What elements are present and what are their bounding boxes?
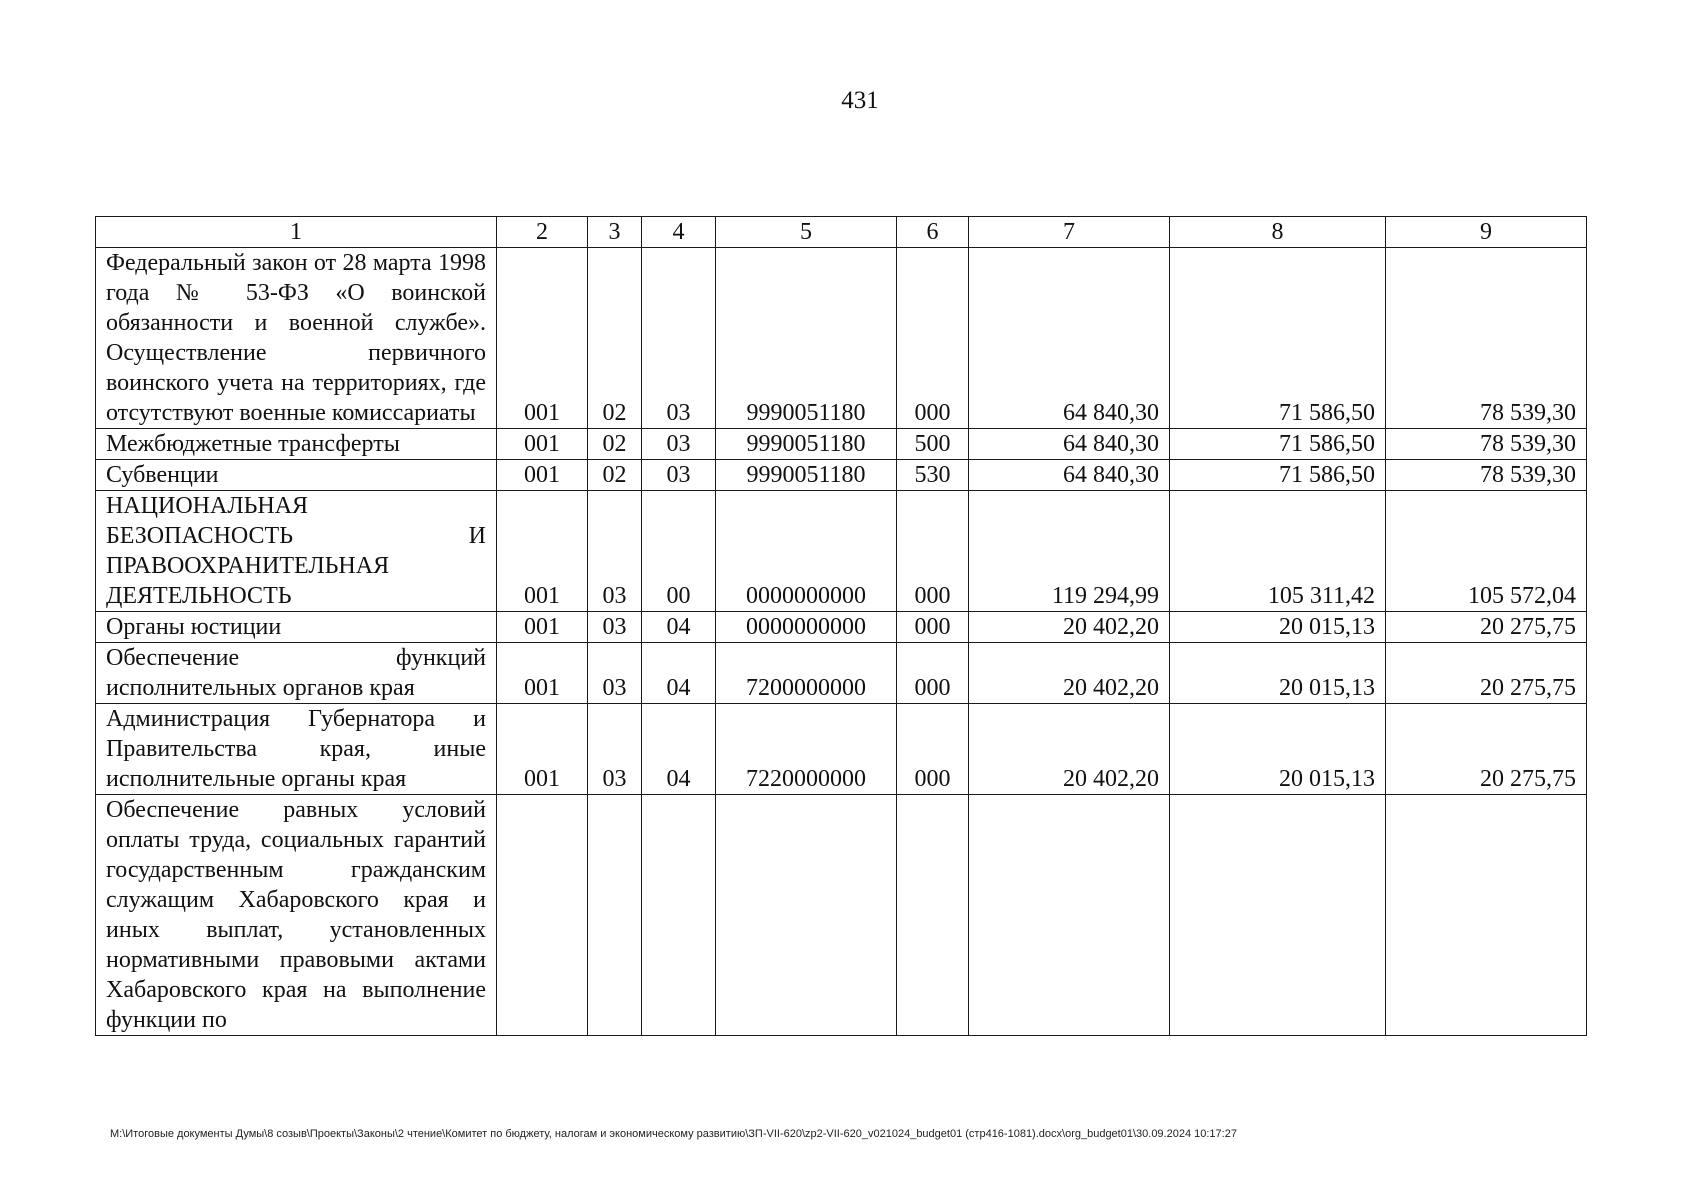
row-name: НАЦИОНАЛЬНАЯ БЕЗОПАСНОСТЬ И ПРАВООХРАНИТЕЛЬНАЯ ДЕЯТЕЛЬНОСТЬ bbox=[96, 491, 497, 612]
code-target: 0000000000 bbox=[716, 612, 897, 643]
header-cell: 8 bbox=[1170, 217, 1386, 248]
table-row bbox=[96, 795, 1587, 1036]
table-row bbox=[96, 429, 1587, 460]
code-expense-type: 000 bbox=[897, 248, 969, 429]
table-row bbox=[96, 704, 1587, 795]
row-name: Субвенции bbox=[96, 460, 497, 491]
header-cell: 4 bbox=[642, 217, 716, 248]
amount-col9: 78 539,30 bbox=[1386, 248, 1587, 429]
code-target: 9990051180 bbox=[716, 460, 897, 491]
code-subsection: 03 bbox=[642, 429, 716, 460]
code-target bbox=[716, 795, 897, 1036]
table-header-row bbox=[96, 217, 1587, 248]
code-expense-type: 000 bbox=[897, 643, 969, 704]
amount-col7: 64 840,30 bbox=[969, 460, 1170, 491]
code-subsection bbox=[642, 795, 716, 1036]
amount-col9: 20 275,75 bbox=[1386, 612, 1587, 643]
table-row bbox=[96, 460, 1587, 491]
code-target: 0000000000 bbox=[716, 491, 897, 612]
table-row bbox=[96, 491, 1587, 612]
row-name: Федеральный закон от 28 марта 1998 года № 53-ФЗ «О воинской обязанности и военной службе». Осуществление первичного воинского учета на территориях, где отсутствуют военные комиссариаты bbox=[96, 248, 497, 429]
amount-col8: 71 586,50 bbox=[1170, 460, 1386, 491]
amount-col8: 71 586,50 bbox=[1170, 248, 1386, 429]
row-name: Обеспечение функций исполнительных органов края bbox=[96, 643, 497, 704]
code-admin: 001 bbox=[497, 248, 588, 429]
row-name: Органы юстиции bbox=[96, 612, 497, 643]
code-admin: 001 bbox=[497, 704, 588, 795]
code-section: 03 bbox=[588, 612, 642, 643]
budget-table bbox=[95, 216, 1587, 1036]
code-section: 03 bbox=[588, 704, 642, 795]
row-name: Администрация Губернатора и Правительства края, иные исполнительные органы края bbox=[96, 704, 497, 795]
code-expense-type bbox=[897, 795, 969, 1036]
header-cell: 9 bbox=[1386, 217, 1587, 248]
table-row bbox=[96, 612, 1587, 643]
code-admin: 001 bbox=[497, 643, 588, 704]
table-row bbox=[96, 248, 1587, 429]
code-admin: 001 bbox=[497, 491, 588, 612]
row-name: Обеспечение равных условий оплаты труда, социальных гарантий государственным гражданским служащим Хабаровского края и иных выплат, установленных нормативными правовыми актами Хабаровского края на выполнение функции по bbox=[96, 795, 497, 1036]
code-expense-type: 530 bbox=[897, 460, 969, 491]
code-admin: 001 bbox=[497, 460, 588, 491]
code-subsection: 04 bbox=[642, 643, 716, 704]
code-expense-type: 000 bbox=[897, 704, 969, 795]
code-section bbox=[588, 795, 642, 1036]
header-cell: 7 bbox=[969, 217, 1170, 248]
amount-col7: 20 402,20 bbox=[969, 643, 1170, 704]
amount-col9: 20 275,75 bbox=[1386, 643, 1587, 704]
amount-col8: 20 015,13 bbox=[1170, 612, 1386, 643]
header-cell: 3 bbox=[588, 217, 642, 248]
code-target: 9990051180 bbox=[716, 248, 897, 429]
code-admin bbox=[497, 795, 588, 1036]
amount-col7: 20 402,20 bbox=[969, 704, 1170, 795]
code-section: 03 bbox=[588, 491, 642, 612]
amount-col9 bbox=[1386, 795, 1587, 1036]
code-subsection: 04 bbox=[642, 612, 716, 643]
amount-col8: 105 311,42 bbox=[1170, 491, 1386, 612]
amount-col9: 78 539,30 bbox=[1386, 429, 1587, 460]
amount-col8: 20 015,13 bbox=[1170, 704, 1386, 795]
amount-col9: 105 572,04 bbox=[1386, 491, 1587, 612]
code-expense-type: 000 bbox=[897, 612, 969, 643]
code-subsection: 03 bbox=[642, 460, 716, 491]
amount-col7: 64 840,30 bbox=[969, 429, 1170, 460]
page-number: 431 bbox=[841, 87, 879, 114]
row-name: Межбюджетные трансферты bbox=[96, 429, 497, 460]
header-cell: 6 bbox=[897, 217, 969, 248]
amount-col8: 20 015,13 bbox=[1170, 643, 1386, 704]
code-subsection: 04 bbox=[642, 704, 716, 795]
header-cell: 2 bbox=[497, 217, 588, 248]
amount-col7: 119 294,99 bbox=[969, 491, 1170, 612]
code-expense-type: 000 bbox=[897, 491, 969, 612]
code-target: 9990051180 bbox=[716, 429, 897, 460]
amount-col7: 64 840,30 bbox=[969, 248, 1170, 429]
code-section: 02 bbox=[588, 248, 642, 429]
code-section: 03 bbox=[588, 643, 642, 704]
code-section: 02 bbox=[588, 429, 642, 460]
code-section: 02 bbox=[588, 460, 642, 491]
amount-col9: 78 539,30 bbox=[1386, 460, 1587, 491]
table-row bbox=[96, 643, 1587, 704]
code-subsection: 00 bbox=[642, 491, 716, 612]
header-cell: 1 bbox=[96, 217, 497, 248]
code-admin: 001 bbox=[497, 612, 588, 643]
amount-col9: 20 275,75 bbox=[1386, 704, 1587, 795]
code-subsection: 03 bbox=[642, 248, 716, 429]
code-target: 7200000000 bbox=[716, 643, 897, 704]
amount-col8 bbox=[1170, 795, 1386, 1036]
header-cell: 5 bbox=[716, 217, 897, 248]
amount-col8: 71 586,50 bbox=[1170, 429, 1386, 460]
footer-file-path: M:\Итоговые документы Думы\8 созыв\Проекты\Законы\2 чтение\Комитет по бюджету, налогам и экономическому развитию\ЗП-VII-620\zp2-VII-620_v021024_budget01 (стр416-1081).docx\org_budget01\30.09.2024 10:17:27 bbox=[110, 1128, 1237, 1140]
amount-col7 bbox=[969, 795, 1170, 1036]
code-admin: 001 bbox=[497, 429, 588, 460]
amount-col7: 20 402,20 bbox=[969, 612, 1170, 643]
code-target: 7220000000 bbox=[716, 704, 897, 795]
code-expense-type: 500 bbox=[897, 429, 969, 460]
